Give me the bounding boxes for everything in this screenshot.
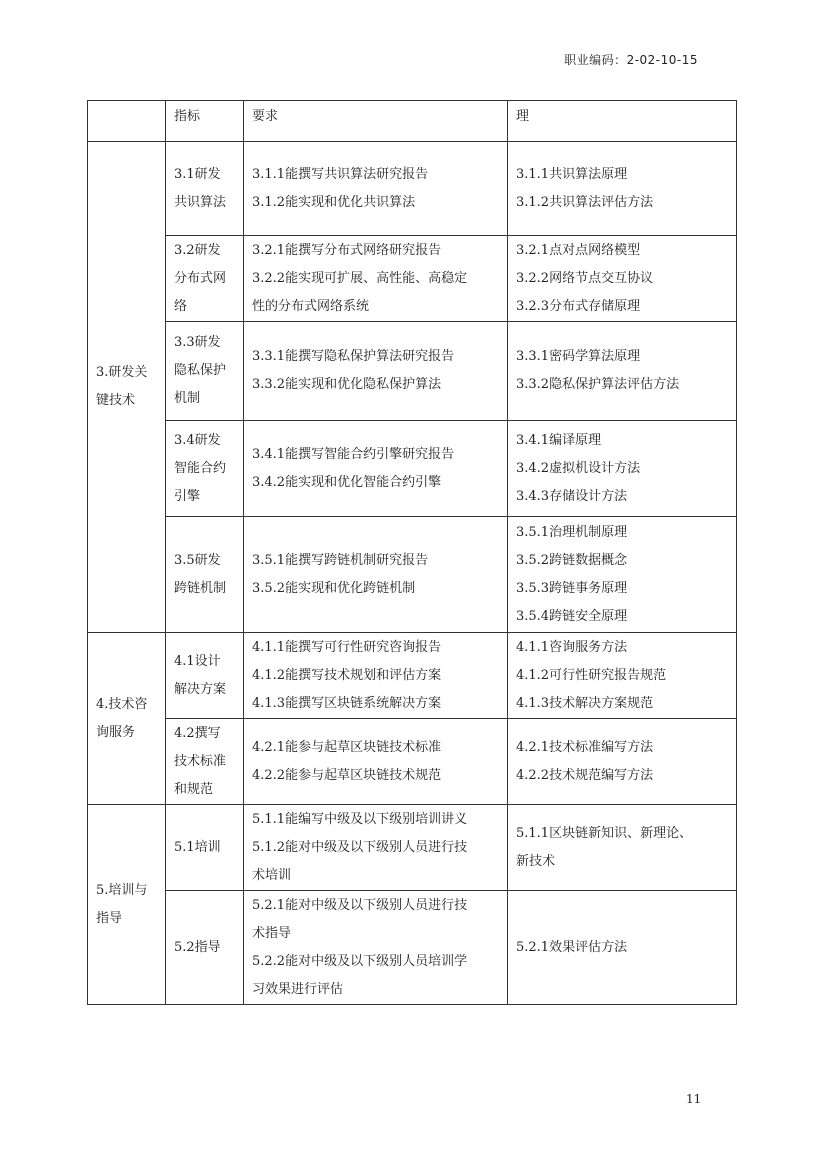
table-row bbox=[88, 805, 737, 891]
indicator-cell: 4.1设计 解决方案 bbox=[166, 633, 244, 719]
header-cell-task bbox=[88, 101, 166, 142]
table-row bbox=[88, 517, 737, 633]
knowledge-cell: 5.1.1区块链新知识、新理论、 新技术 bbox=[508, 805, 737, 891]
occupation-code: 职业编码：2-02-10-15 bbox=[564, 53, 698, 67]
indicator-cell: 3.4研发 智能合约 引擎 bbox=[166, 421, 244, 517]
requirements-cell: 3.5.1能撰写跨链机制研究报告 3.5.2能实现和优化跨链机制 bbox=[244, 517, 508, 633]
knowledge-cell: 3.5.1治理机制原理 3.5.2跨链数据概念 3.5.3跨链事务原理 3.5.4跨链安全原理 bbox=[508, 517, 737, 633]
knowledge-cell: 4.1.1咨询服务方法 4.1.2可行性研究报告规范 4.1.3技术解决方案规范 bbox=[508, 633, 737, 719]
table-row bbox=[88, 236, 737, 322]
table-row bbox=[88, 142, 737, 236]
knowledge-cell: 3.2.1点对点网络模型 3.2.2网络节点交互协议 3.2.3分布式存储原理 bbox=[508, 236, 737, 322]
knowledge-cell: 5.2.1效果评估方法 bbox=[508, 891, 737, 1005]
header-cell-knowledge: 理 bbox=[508, 101, 737, 142]
indicator-cell: 3.3研发 隐私保护 机制 bbox=[166, 322, 244, 421]
indicator-cell: 3.5研发 跨链机制 bbox=[166, 517, 244, 633]
indicator-cell: 5.1培训 bbox=[166, 805, 244, 891]
requirements-cell: 3.1.1能撰写共识算法研究报告 3.1.2能实现和优化共识算法 bbox=[244, 142, 508, 236]
indicator-cell: 4.2撰写 技术标准 和规范 bbox=[166, 719, 244, 805]
table-row bbox=[88, 633, 737, 719]
requirements-cell: 3.4.1能撰写智能合约引擎研究报告 3.4.2能实现和优化智能合约引擎 bbox=[244, 421, 508, 517]
knowledge-cell: 4.2.1技术标准编写方法 4.2.2技术规范编写方法 bbox=[508, 719, 737, 805]
requirements-cell: 3.2.1能撰写分布式网络研究报告 3.2.2能实现可扩展、高性能、高稳定 性的分布式网络系统 bbox=[244, 236, 508, 322]
header-cell-requirements: 要求 bbox=[244, 101, 508, 142]
knowledge-cell: 3.3.1密码学算法原理 3.3.2隐私保护算法评估方法 bbox=[508, 322, 737, 421]
knowledge-cell: 3.1.1共识算法原理 3.1.2共识算法评估方法 bbox=[508, 142, 737, 236]
table-header-row bbox=[88, 101, 737, 142]
skill-requirements-table bbox=[87, 100, 737, 1005]
header-cell-indicator: 指标 bbox=[166, 101, 244, 142]
indicator-cell: 3.1研发 共识算法 bbox=[166, 142, 244, 236]
indicator-cell: 3.2研发 分布式网 络 bbox=[166, 236, 244, 322]
requirements-cell: 4.2.1能参与起草区块链技术标准 4.2.2能参与起草区块链技术规范 bbox=[244, 719, 508, 805]
requirements-cell: 5.1.1能编写中级及以下级别培训讲义 5.1.2能对中级及以下级别人员进行技 术培训 bbox=[244, 805, 508, 891]
indicator-cell: 5.2指导 bbox=[166, 891, 244, 1005]
knowledge-cell: 3.4.1编译原理 3.4.2虚拟机设计方法 3.4.3存储设计方法 bbox=[508, 421, 737, 517]
table-row bbox=[88, 421, 737, 517]
table-row bbox=[88, 322, 737, 421]
task-cell: 4.技术咨 询服务 bbox=[88, 633, 166, 805]
task-cell: 3.研发关 键技术 bbox=[88, 142, 166, 633]
requirements-cell: 5.2.1能对中级及以下级别人员进行技 术指导 5.2.2能对中级及以下级别人员培训学 习效果进行评估 bbox=[244, 891, 508, 1005]
requirements-cell: 4.1.1能撰写可行性研究咨询报告 4.1.2能撰写技术规划和评估方案 4.1.3能撰写区块链系统解决方案 bbox=[244, 633, 508, 719]
page-number: 11 bbox=[686, 1092, 702, 1106]
task-cell: 5.培训与 指导 bbox=[88, 805, 166, 1005]
requirements-cell: 3.3.1能撰写隐私保护算法研究报告 3.3.2能实现和优化隐私保护算法 bbox=[244, 322, 508, 421]
table-row bbox=[88, 891, 737, 1005]
table-row bbox=[88, 719, 737, 805]
